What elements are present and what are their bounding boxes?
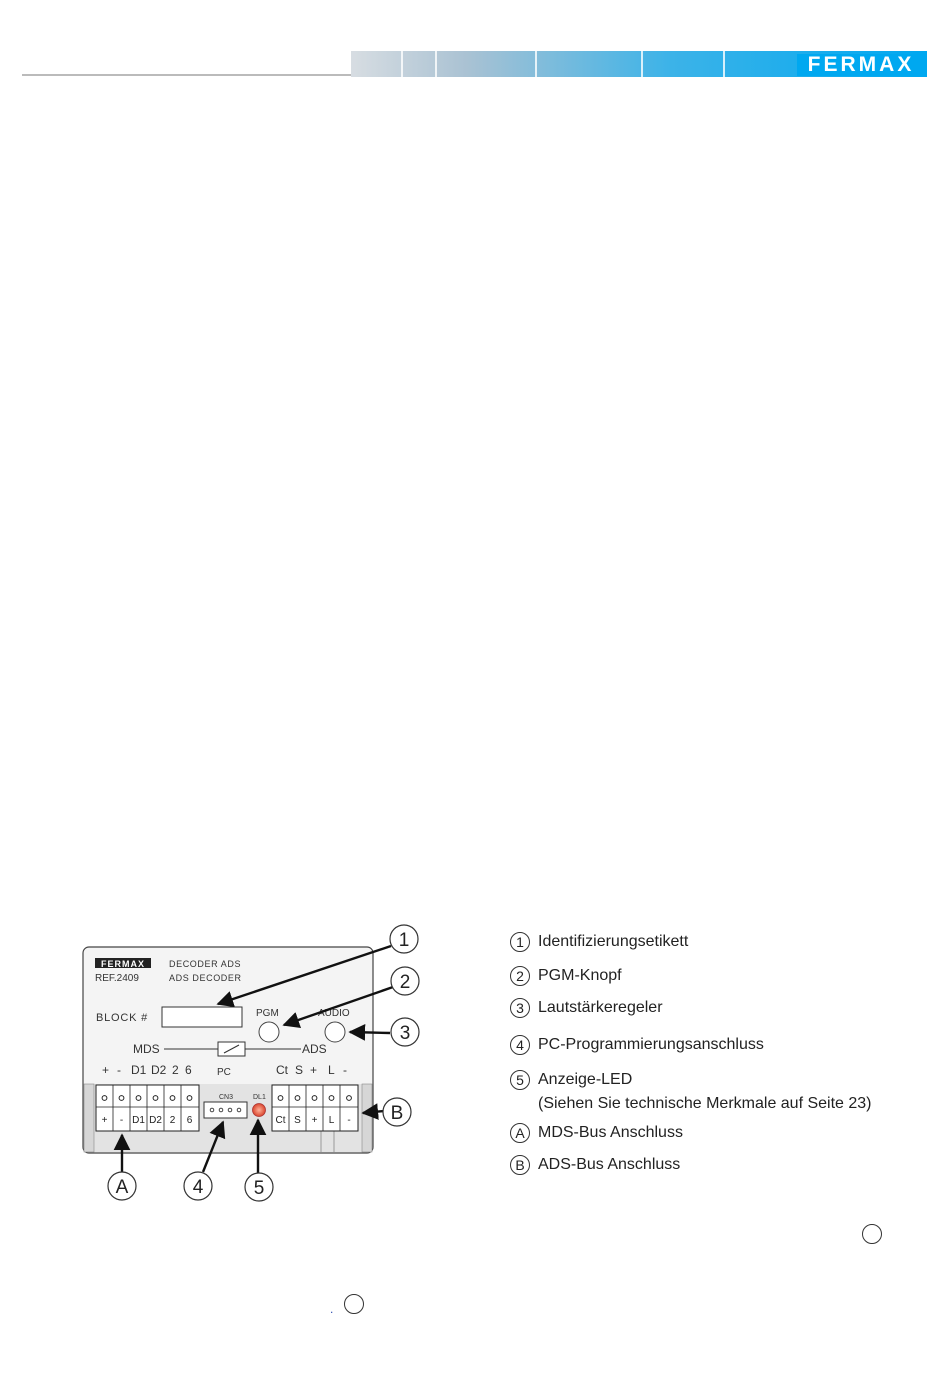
terminal-label: S [294,1115,301,1126]
top-terminal-label: - [343,1063,347,1077]
callout-2-label: 2 [399,972,411,993]
legend-text: Lautstärkeregeler [538,999,663,1016]
legend-key: 2 [510,966,530,986]
pgm-button [259,1022,279,1042]
legend-key: 4 [510,1035,530,1055]
legend-text: Anzeige-LED [538,1071,633,1088]
cn3-label: CN3 [219,1094,234,1101]
legend-key: 5 [510,1070,530,1090]
top-terminal-label: + [310,1063,318,1077]
callout-4-label: 4 [192,1177,204,1198]
identification-label [162,1007,242,1027]
top-terminal-label: 6 [185,1063,192,1077]
volume-knob [325,1022,345,1042]
audio-label: AUDIO [318,1008,350,1019]
top-terminal-label: - [117,1063,121,1077]
legend-key: 1 [510,932,530,952]
legend-key: 3 [510,998,530,1018]
legend-text: MDS-Bus Anschluss [538,1124,683,1141]
legend-text: ADS-Bus Anschluss [538,1156,681,1173]
device-line2: ADS DECODER [169,973,242,983]
top-terminal-label: D2 [151,1063,167,1077]
fermax-logo: FERMAX [797,54,925,76]
top-terminal-label: S [295,1063,304,1077]
terminal-label: D1 [132,1115,145,1126]
callout-3-arrow [350,1032,390,1033]
legend-key: A [510,1123,530,1143]
terminal-label: Ct [275,1115,286,1126]
terminal-label: - [119,1115,124,1126]
pgm-label: PGM [256,1008,279,1019]
legend-item [510,1070,632,1090]
pc-label: PC [217,1067,231,1078]
legend-item [510,966,622,986]
legend-text: PGM-Knopf [538,967,622,984]
callout-1-label: 1 [398,930,410,951]
device-brand: FERMAX [101,959,145,969]
legend-note: (Siehen Sie technische Merkmale auf Seite 23) [538,1095,872,1112]
terminal-label: 6 [186,1115,193,1126]
top-terminal-label: L [328,1063,335,1077]
legend-text: PC-Programmierungsanschluss [538,1036,764,1053]
top-terminal-label: 2 [172,1063,179,1077]
top-terminal-label: + [102,1063,110,1077]
terminal-label: + [311,1115,318,1126]
device-ref: REF.2409 [95,973,139,984]
legend-item [510,1123,683,1143]
legend-item [510,932,688,952]
callout-B-label: B [390,1103,404,1124]
mds-terminal-block [96,1085,199,1131]
callout-A-label: A [115,1177,129,1198]
callout-5-label: 5 [253,1178,265,1199]
callout-3-label: 3 [399,1023,411,1044]
terminal-label: D2 [149,1115,162,1126]
mds-label: MDS [133,1042,160,1056]
ads-label: ADS [302,1042,327,1056]
legend-item [510,1035,764,1055]
ads-terminal-block [272,1085,358,1131]
indicator-led [253,1104,266,1117]
legend-item [510,1155,680,1175]
block-label: BLOCK # [96,1012,149,1024]
terminal-label: 2 [169,1115,176,1126]
page-marker-circle [344,1294,364,1314]
terminal-label: + [101,1115,108,1126]
terminal-label: L [328,1115,335,1126]
footer-dot: . [330,1302,334,1316]
top-terminal-label: D1 [131,1063,147,1077]
device-line1: DECODER ADS [169,959,242,969]
top-terminal-label: Ct [276,1063,288,1077]
terminal-label: - [347,1115,351,1126]
legend-key: B [510,1155,530,1175]
dl1-label: DL1 [253,1094,266,1101]
legend-text: Identifizierungsetikett [538,933,689,950]
legend-item [510,998,663,1018]
page-marker-circle [862,1224,882,1244]
